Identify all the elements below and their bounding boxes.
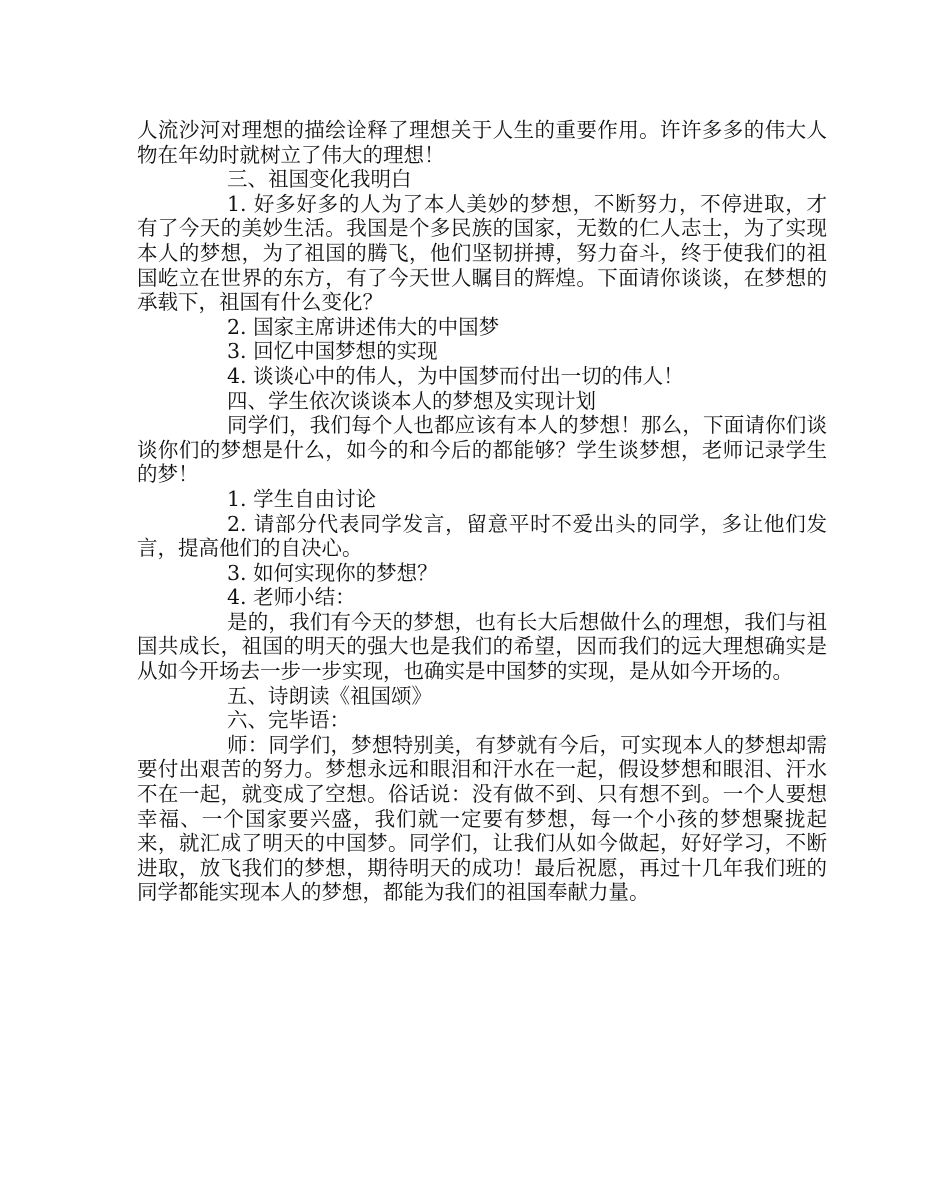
- paragraph-3-2: 2. 国家主席讲述伟大的中国梦: [227, 314, 500, 339]
- paragraph-3-1: 1. 好多好多的人为了本人美妙的梦想，不断努力，不停进取，才有了今天的美妙生活。我国是个多民族的国家，无数的仁人志士，为了实现本人的梦想，为了祖国的腾飞，他们坚韧拼搏，努力奋斗，终于使我们的祖国屹立在世界的东方，有了今天世人瞩目的辉煌。下面请你谈谈，在梦想的承载下，祖国有什么变化？: [137, 191, 827, 315]
- paragraph-3-3: 3. 回忆中国梦想的实现: [227, 339, 438, 364]
- paragraph-4-3: 3. 如何实现你的梦想？: [227, 560, 438, 585]
- paragraph-intro: 人流沙河对理想的描绘诠释了理想关于人生的重要作用。许许多多的伟大人物在年幼时就树立了伟大的理想！: [137, 118, 827, 167]
- paragraph-4-4: 4. 老师小结：: [227, 585, 356, 610]
- heading-section-5: 五、诗朗读《祖国颂》: [227, 683, 432, 708]
- paragraph-closing: 师：同学们，梦想特别美，有梦就有今后，可实现本人的梦想却需要付出艰苦的努力。梦想永远和眼泪和汗水在一起，假设梦想和眼泪、汗水不在一起，就变成了空想。俗话说：没有做不到、只有想不到。一个人要想幸福、一个国家要兴盛，我们就一定要有梦想，每一个小孩的梦想聚拢起来，就汇成了明天的中国梦。同学们，让我们从如今做起，好好学习，不断进取，放飞我们的梦想，期待明天的成功！最后祝愿，再过十几年我们班的同学都能实现本人的梦想，都能为我们的祖国奉献力量。: [137, 732, 827, 905]
- paragraph-4-summary: 是的，我们有今天的梦想，也有长大后想做什么的理想，我们与祖国共成长，祖国的明天的强大也是我们的希望，因而我们的远大理想确实是从如今开场去一步一步实现，也确实是中国梦的实现，是从如今开场的。: [137, 609, 827, 684]
- paragraph-3-4: 4. 谈谈心中的伟人，为中国梦而付出一切的伟人！: [227, 363, 684, 388]
- paragraph-4-2: 2. 请部分代表同学发言，留意平时不爱出头的同学，多让他们发言，提高他们的自决心。: [137, 511, 827, 561]
- heading-section-4: 四、学生依次谈谈本人的梦想及实现计划: [227, 388, 596, 413]
- document-body: [137, 118, 827, 905]
- paragraph-4-intro: 同学们，我们每个人也都应该有本人的梦想！那么，下面请你们谈谈你们的梦想是什么，如今的和今后的都能够？学生谈梦想，老师记录学生的梦！: [137, 413, 827, 487]
- heading-section-3: 三、祖国变化我明白: [227, 167, 412, 192]
- paragraph-4-1: 1. 学生自由讨论: [227, 486, 377, 511]
- heading-section-6: 六、完毕语：: [227, 708, 350, 733]
